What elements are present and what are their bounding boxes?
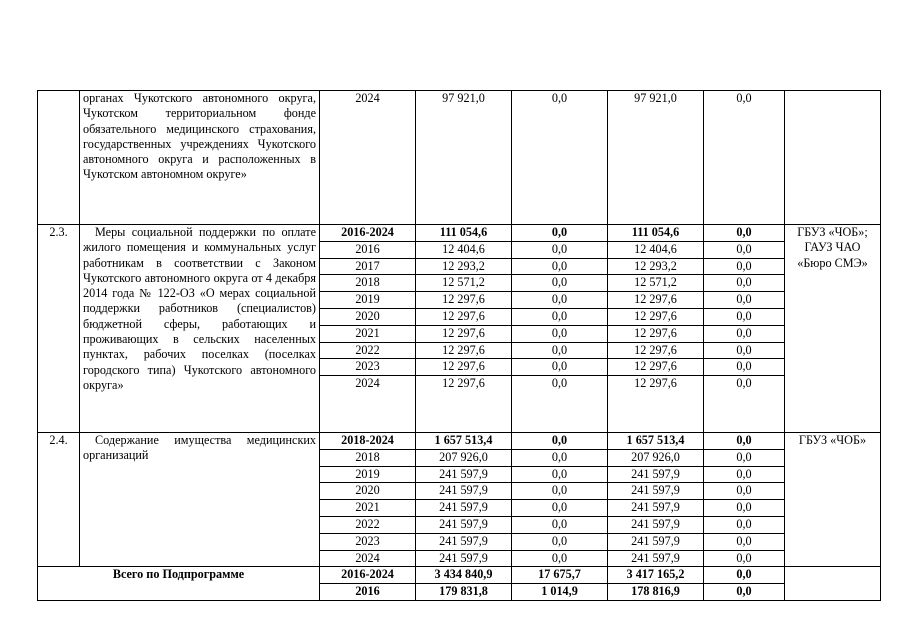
value-fed: 17 675,7 — [538, 567, 581, 582]
table-row-2-4 — [38, 433, 881, 567]
value-total: 12 404,6 — [416, 241, 511, 258]
row-number: 2.4. — [38, 433, 80, 567]
value-year: 2021 — [320, 325, 415, 342]
value-total: 1 657 513,4 — [434, 433, 493, 447]
value-year: 2019 — [320, 292, 415, 309]
value-reg: 241 597,9 — [608, 483, 703, 500]
other-column — [704, 567, 785, 601]
value-other: 0,0 — [704, 533, 784, 550]
value-reg: 12 297,6 — [608, 359, 703, 376]
total-cell: 97 921,0 — [416, 91, 512, 225]
value-other: 0,0 — [704, 466, 784, 483]
value-year: 2018 — [320, 449, 415, 466]
value-reg: 12 297,6 — [608, 325, 703, 342]
federal-column — [512, 225, 608, 433]
value-other: 0,0 — [704, 342, 784, 359]
value-fed: 0,0 — [512, 533, 607, 550]
value-fed: 0,0 — [512, 500, 607, 517]
value-reg: 12 297,6 — [608, 308, 703, 325]
value-total: 12 571,2 — [416, 275, 511, 292]
value-other: 0,0 — [704, 308, 784, 325]
value-reg: 241 597,9 — [608, 516, 703, 533]
year-cell: 2024 — [320, 91, 416, 225]
value-reg: 12 297,6 — [608, 292, 703, 309]
value-reg: 12 297,6 — [608, 376, 703, 392]
total-column — [416, 225, 512, 433]
executor-cell: ГБУЗ «ЧОБ»; ГАУЗ ЧАО «Бюро СМЭ» — [785, 225, 881, 433]
value-other: 0,0 — [704, 550, 784, 566]
value-year: 2022 — [320, 342, 415, 359]
value-fed: 0,0 — [551, 225, 568, 239]
other-column — [704, 433, 785, 567]
value-other: 0,0 — [704, 376, 784, 392]
row-number: 2.3. — [38, 225, 80, 433]
value-total: 12 297,6 — [416, 308, 511, 325]
table-row-2-3 — [38, 225, 881, 433]
value-other: 0,0 — [704, 449, 784, 466]
value-other: 0,0 — [704, 325, 784, 342]
value-reg: 1 657 513,4 — [626, 433, 685, 447]
value-fed: 0,0 — [512, 550, 607, 566]
regional-column — [608, 567, 704, 601]
value-total: 12 297,6 — [416, 292, 511, 309]
value-total: 179 831,8 — [416, 584, 511, 600]
year-column — [320, 567, 416, 601]
value-other: 0,0 — [704, 516, 784, 533]
value-reg: 3 417 165,2 — [626, 567, 685, 582]
year-column — [320, 433, 416, 567]
value-other: 0,0 — [704, 241, 784, 258]
value-total: 241 597,9 — [416, 483, 511, 500]
value-year: 2020 — [320, 308, 415, 325]
executor-cell — [785, 91, 881, 225]
value-year: 2021 — [320, 500, 415, 517]
regional-column — [608, 433, 704, 567]
value-other: 0,0 — [704, 483, 784, 500]
value-year: 2024 — [320, 376, 415, 392]
value-fed: 0,0 — [512, 308, 607, 325]
measure-description: органах Чукотского автономного округа, Чукотском территориальном фонде обязательного медицинского страхования, государственных учреждениях Чукотского автономного округа и расположенных в Чукотском автономном округе» — [80, 91, 320, 225]
value-total: 241 597,9 — [416, 466, 511, 483]
value-total: 12 297,6 — [416, 325, 511, 342]
value-fed: 0,0 — [512, 241, 607, 258]
value-fed: 0,0 — [512, 275, 607, 292]
value-year: 2018 — [320, 275, 415, 292]
total-column — [416, 433, 512, 567]
value-fed: 0,0 — [512, 359, 607, 376]
value-fed: 0,0 — [512, 483, 607, 500]
value-fed: 0,0 — [512, 376, 607, 392]
value-other: 0,0 — [704, 500, 784, 517]
value-year: 2017 — [320, 258, 415, 275]
value-other: 0,0 — [704, 275, 784, 292]
table-row-totals — [38, 567, 881, 601]
value-year: 2016-2024 — [341, 225, 394, 239]
value-year: 2023 — [320, 359, 415, 376]
total-column — [416, 567, 512, 601]
value-year: 2022 — [320, 516, 415, 533]
value-total: 241 597,9 — [416, 533, 511, 550]
value-reg: 12 293,2 — [608, 258, 703, 275]
value-year: 2019 — [320, 466, 415, 483]
value-year: 2018-2024 — [341, 433, 394, 447]
value-fed: 0,0 — [512, 466, 607, 483]
value-other: 0,0 — [704, 258, 784, 275]
value-fed: 0,0 — [512, 516, 607, 533]
value-total: 12 297,6 — [416, 359, 511, 376]
value-reg: 178 816,9 — [608, 584, 703, 600]
value-reg: 12 571,2 — [608, 275, 703, 292]
value-reg: 12 297,6 — [608, 342, 703, 359]
value-year: 2016-2024 — [341, 567, 394, 582]
value-total: 12 293,2 — [416, 258, 511, 275]
federal-cell: 0,0 — [512, 91, 608, 225]
other-cell: 0,0 — [704, 91, 785, 225]
federal-column — [512, 567, 608, 601]
value-reg: 207 926,0 — [608, 449, 703, 466]
value-total: 241 597,9 — [416, 550, 511, 566]
value-total: 207 926,0 — [416, 449, 511, 466]
value-year: 2020 — [320, 483, 415, 500]
table-row-continuation — [38, 91, 881, 225]
value-year: 2016 — [320, 584, 415, 600]
value-fed: 0,0 — [512, 258, 607, 275]
value-reg: 241 597,9 — [608, 533, 703, 550]
value-reg: 241 597,9 — [608, 466, 703, 483]
value-year: 2023 — [320, 533, 415, 550]
regional-column — [608, 225, 704, 433]
regional-cell: 97 921,0 — [608, 91, 704, 225]
measure-description: Содержание имущества медицинских организаций — [80, 433, 320, 567]
value-total: 3 434 840,9 — [434, 567, 493, 582]
value-total: 12 297,6 — [416, 376, 511, 392]
value-other: 0,0 — [704, 292, 784, 309]
value-total: 241 597,9 — [416, 500, 511, 517]
value-other: 0,0 — [736, 433, 752, 447]
value-other: 0,0 — [736, 225, 752, 239]
value-fed: 1 014,9 — [512, 584, 607, 600]
measure-description: Меры социальной поддержки по оплате жилого помещения и коммунальных услуг работникам в соответствии с Законом Чукотского автономного округа от 4 декабря 2014 года № 122-ОЗ «О мерах социальной поддержки работников (специалистов) бюджетной сферы, работающих и проживающих в сельских населенных пунктах, рабочих поселках (поселках городского типа) Чукотского автономного округа» — [80, 225, 320, 433]
value-other: 0,0 — [704, 359, 784, 376]
value-reg: 12 404,6 — [608, 241, 703, 258]
executor-cell: ГБУЗ «ЧОБ» — [785, 433, 881, 567]
value-total: 12 297,6 — [416, 342, 511, 359]
value-year: 2016 — [320, 241, 415, 258]
budget-table — [37, 90, 881, 601]
value-fed: 0,0 — [512, 325, 607, 342]
value-reg: 241 597,9 — [608, 550, 703, 566]
year-column — [320, 225, 416, 433]
value-fed: 0,0 — [512, 449, 607, 466]
value-reg: 241 597,9 — [608, 500, 703, 517]
totals-label: Всего по Подпрограмме — [38, 567, 320, 601]
row-number-cell — [38, 91, 80, 225]
value-fed: 0,0 — [512, 342, 607, 359]
value-other: 0,0 — [736, 567, 752, 582]
value-fed: 0,0 — [512, 292, 607, 309]
federal-column — [512, 433, 608, 567]
value-reg: 111 054,6 — [631, 225, 680, 239]
value-year: 2024 — [320, 550, 415, 566]
other-column — [704, 225, 785, 433]
value-fed: 0,0 — [551, 433, 568, 447]
executor-cell — [785, 567, 881, 601]
value-total: 241 597,9 — [416, 516, 511, 533]
value-total: 111 054,6 — [439, 225, 488, 239]
value-other: 0,0 — [704, 584, 784, 600]
